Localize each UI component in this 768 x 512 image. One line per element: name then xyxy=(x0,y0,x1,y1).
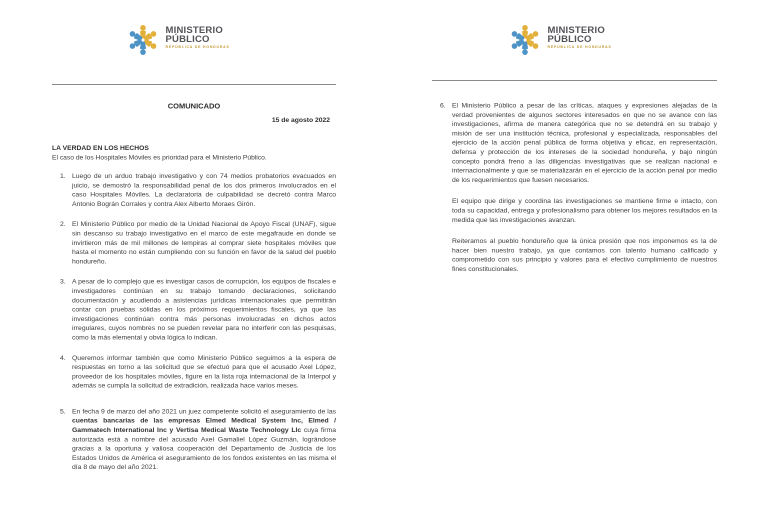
page-right-content xyxy=(432,0,717,512)
item5-text-pre: En fecha 9 de marzo del año 2021 un juez competente solicitó el aseguramiento de las xyxy=(72,407,336,415)
list-item xyxy=(52,172,336,209)
list-item-text: Queremos informar también que como Ministerio Público seguimos a la espera de respuestas en torno a las solicitud que se efectuó para que el acusado Axel López, proveedor de los hospitales móviles, figure en la lista roja internacional de la Interpol y además se cumpla la solicitud de extradición, realizada hace varios meses. xyxy=(72,353,336,390)
logo-name-line1: MINISTERIO xyxy=(165,25,223,36)
document-headline: LA VERDAD EN LOS HECHOS xyxy=(52,144,149,152)
item5-company-names: cuentas bancarias de las empresas Elmed Medical System Inc, Elmed / Gammatech International Inc y Vertisa Medical Waste Technology Llc xyxy=(72,416,336,434)
list-item-number: 5. xyxy=(60,407,66,415)
numbered-list-right xyxy=(432,101,717,274)
list-item-text: El Ministerio Público a pesar de las críticas, ataques y expresiones alejadas de la verdad provenientes de algunos sectores interesados en que no se avance con las investigaciones, afirma de manera categórica que no se detendrá en su trabajo y misión de ser una institución técnica, profesional y especializada, responsables del ejercicio de la acción penal pública de forma objetiva y eficaz, en representación, defensa y protección de los intereses de la sociedad hondureña, y bajo ningún concepto pondrá freno a las diligencias investigativas que se realizan nacional e internacionalmente y que se materializarán en el ejercicio de la acción penal por medio de los requerimientos que fuesen necesarios. xyxy=(452,101,717,184)
numbered-list-left xyxy=(52,172,336,484)
page-right xyxy=(384,0,768,512)
list-item xyxy=(432,101,717,185)
list-item-text: Luego de un arduo trabajo investigativo y con 74 medios probatorios evacuados en juicio, se demostró la responsabilidad penal de los dos primeros involucrados en el caso Hospitales Móviles. La declaratoria de culpabilidad se decretó contra Marco Antonio Bográn Corrales y contra Alex Alberto Moraes Girón. xyxy=(72,172,336,208)
list-item xyxy=(52,277,336,342)
logo-name-line2: PÚBLICO xyxy=(547,34,592,45)
header-rule xyxy=(432,80,717,81)
list-item xyxy=(52,220,336,266)
document-subheadline: El caso de los Hospitales Móviles es prioridad para el Ministerio Público. xyxy=(52,153,267,161)
logo-tagline: REPÚBLICA DE HONDURAS xyxy=(547,45,612,49)
item5-text-post: cuya firma autorizada está a nombre del acusado Axel Gamaliel López Guzmán, lográndose gracias a la oportuna y valiosa cooperación del Departamento de Justicia de los Estados Unidos de América el aseguramiento de los fondos existentes en las misma el día 8 de mayo del año 2021. xyxy=(72,426,336,471)
logo-text xyxy=(548,22,612,49)
list-item-number: 6. xyxy=(440,101,446,109)
list-item xyxy=(52,353,336,390)
logo-text xyxy=(166,22,230,49)
list-item-text xyxy=(72,407,336,472)
ministerio-publico-seal-icon xyxy=(125,22,161,58)
closing-paragraph: El equipo que dirige y coordina las investigaciones se mantiene firme e intacto, con toda su capacidad, entrega y profesionalismo para obtener los mejores resultados en la medida que las investigaciones avanzan. xyxy=(452,197,717,224)
list-item-number: 4. xyxy=(60,353,66,362)
list-item-number: 3. xyxy=(60,277,66,286)
page-left-content xyxy=(52,0,336,512)
list-item-text: A pesar de lo complejo que es investigar casos de corrupción, los equipos de fiscales e investigadores continúan en su trabajo tomando declaraciones, solicitando documentación y acudiendo a asistencias jurídicas internacionales que permitirán contar con pruebas sólidas en los próximos requerimientos fiscales, ya que las investigaciones continúan contra más personas involucradas en dichos actos irregulares, cuyos nombres no se pueden revelar para no interferir con las pesquisas, como la más elemental y obvia lógica lo indican. xyxy=(72,277,336,341)
list-item-text: El Ministerio Público por medio de la Unidad Nacional de Apoyo Fiscal (UNAF), sigue sin descanso su trabajo investigativo en el marco de este megafraude en donde se invirtieron más de mil millones de lempiras al comprar siete hospitales móviles que hasta el momento no están cumpliendo con su función en favor de la salud del pueblo hondureño. xyxy=(72,220,336,265)
list-item-number: 2. xyxy=(60,220,66,228)
closing-paragraph: Reiteramos al pueblo hondureño que la única presión que nos imponemos es la de hacer bien nuestro trabajo, ya que contamos con talento humano calificado y comprometido con sus principio y valores para el efectivo cumplimiento de nuestros fines constitucionales. xyxy=(452,237,717,273)
document-title: COMUNICADO xyxy=(167,102,221,111)
document-date: 15 de agosto 2022 xyxy=(271,116,330,124)
logo-name-line2: PÚBLICO xyxy=(165,34,210,45)
list-item-number: 1. xyxy=(60,172,66,180)
ministerio-publico-logo xyxy=(507,22,612,58)
ministerio-publico-seal-icon xyxy=(507,22,543,58)
logo-name-line1: MINISTERIO xyxy=(547,25,605,36)
list-item xyxy=(52,407,336,472)
logo-tagline: REPÚBLICA DE HONDURAS xyxy=(165,45,230,49)
header-rule xyxy=(52,84,336,85)
ministerio-publico-logo xyxy=(125,22,230,58)
